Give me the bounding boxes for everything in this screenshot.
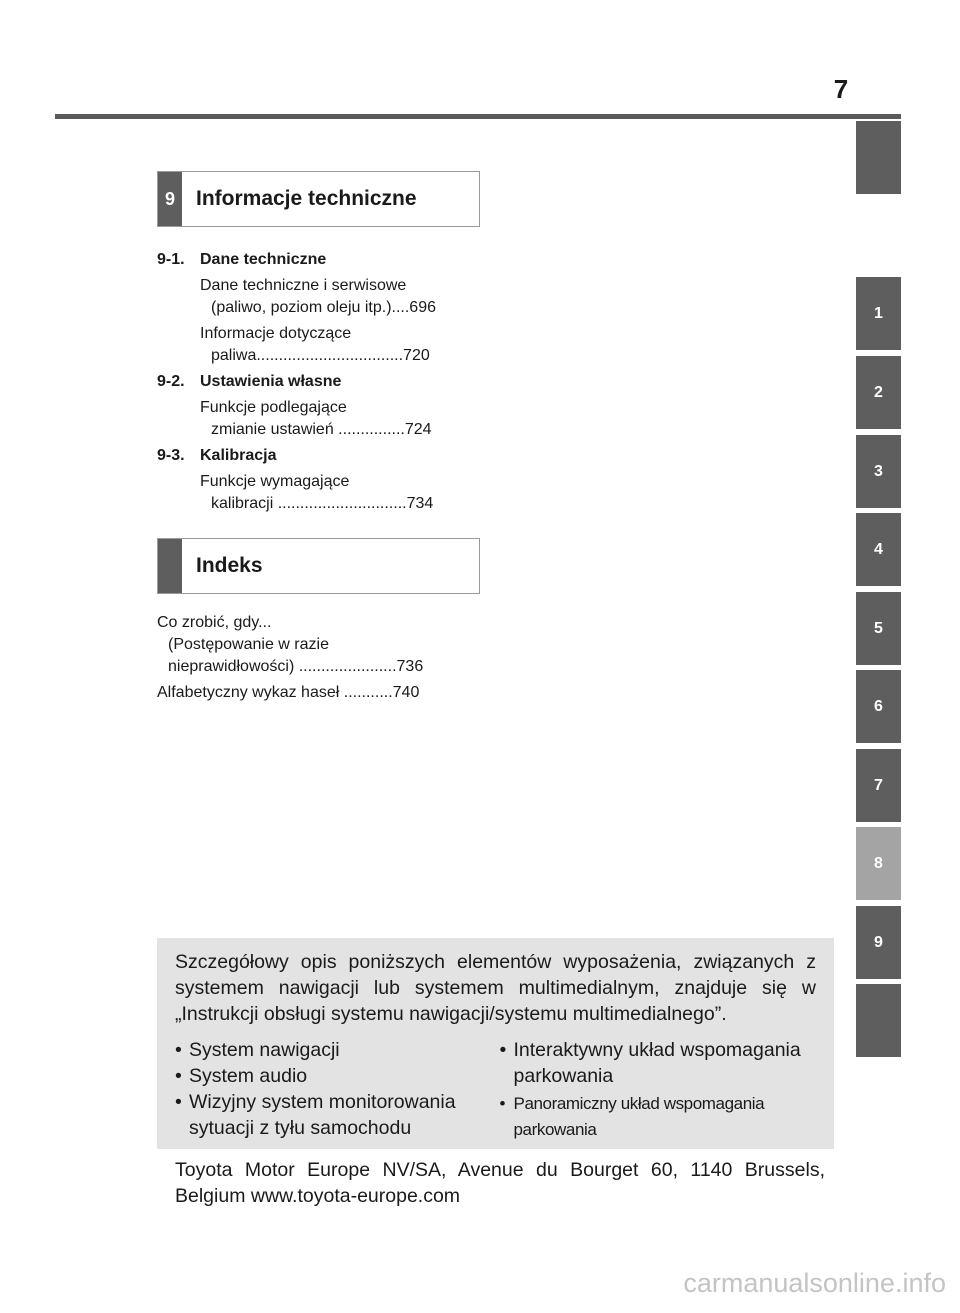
list-item: • Panoramiczny układ wspomagania parkowania bbox=[500, 1091, 817, 1143]
toc-entry[interactable] bbox=[157, 471, 487, 515]
section-number-badge bbox=[158, 539, 182, 593]
section-number-badge: 9 bbox=[158, 172, 182, 226]
section-title: Indeks bbox=[196, 554, 263, 577]
index-entry-line: Alfabetyczny wykaz haseł ...........740 bbox=[157, 684, 420, 701]
toc-entry-line: Funkcje wymagające bbox=[200, 473, 350, 490]
side-tab-blank-top[interactable] bbox=[856, 121, 901, 194]
list-item: • System nawigacji bbox=[175, 1037, 492, 1063]
chapter-title: Dane techniczne bbox=[200, 251, 327, 268]
toc-entry[interactable] bbox=[157, 397, 487, 441]
toc-entry-line: zmianie ustawień ...............724 bbox=[211, 421, 432, 438]
side-tab-blank-bottom[interactable] bbox=[856, 984, 901, 1057]
list-item: • Wizyjny system monitorowania sytuacji z tyłu samochodu bbox=[175, 1089, 489, 1141]
chapter-heading[interactable] bbox=[157, 371, 487, 393]
chapter-title: Kalibracja bbox=[200, 447, 277, 464]
toc-entry-line: (paliwo, poziom oleju itp.)....696 bbox=[211, 299, 436, 316]
index-section-header bbox=[157, 538, 480, 594]
side-tab-1[interactable]: 1 bbox=[856, 277, 901, 350]
feature-list bbox=[175, 1037, 816, 1143]
toc-entry-line: Informacje dotyczące bbox=[200, 325, 352, 342]
side-tab-6[interactable]: 6 bbox=[856, 670, 901, 743]
chapter-number: 9-1. bbox=[157, 251, 185, 268]
watermark: carmanualsonline.info bbox=[683, 1268, 946, 1298]
side-tab-3[interactable]: 3 bbox=[856, 435, 901, 508]
page-number: 7 bbox=[833, 74, 849, 104]
index-entry-line: nieprawidłowości) ......................736 bbox=[168, 658, 424, 675]
toc-entry-line: Dane techniczne i serwisowe bbox=[200, 277, 407, 294]
list-item: • System audio bbox=[175, 1063, 492, 1089]
toc-entry-line: paliwa.................................720 bbox=[211, 347, 430, 364]
side-tab-4[interactable]: 4 bbox=[856, 513, 901, 586]
chapter-heading[interactable] bbox=[157, 445, 487, 467]
index-list bbox=[157, 612, 487, 704]
chapter-number: 9-2. bbox=[157, 373, 185, 390]
table-of-contents bbox=[157, 249, 487, 519]
publisher-address: Toyota Motor Europe NV/SA, Avenue du Bourget 60, 1140 Brussels, Belgium www.toyota-europe.com bbox=[175, 1159, 825, 1207]
index-entry[interactable] bbox=[157, 612, 487, 678]
feature-list-left bbox=[175, 1037, 492, 1143]
side-tab-7[interactable]: 7 bbox=[856, 749, 901, 822]
side-tab-5[interactable]: 5 bbox=[856, 592, 901, 665]
info-paragraph: Szczegółowy opis poniższych elementów wyposażenia, związanych z systemem nawigacji lub systemem multimedialnym, znajduje się w „Instrukcji obsługi systemu nawigacji/systemu multimedialnego”. bbox=[175, 951, 816, 1025]
side-tab-2[interactable]: 2 bbox=[856, 356, 901, 429]
side-tab-9[interactable]: 9 bbox=[856, 906, 901, 979]
feature-list-right bbox=[492, 1037, 817, 1143]
section-9-header bbox=[157, 171, 480, 227]
chapter-heading[interactable] bbox=[157, 249, 487, 271]
header-rule bbox=[55, 114, 901, 119]
toc-entry[interactable] bbox=[157, 323, 487, 367]
toc-entry[interactable] bbox=[157, 275, 487, 319]
chapter-title: Ustawienia własne bbox=[200, 373, 342, 390]
side-tab-8[interactable]: 8 bbox=[856, 827, 901, 900]
section-title: Informacje techniczne bbox=[196, 187, 417, 210]
index-entry-line: Co zrobić, gdy... bbox=[157, 614, 272, 631]
chapter-number: 9-3. bbox=[157, 447, 185, 464]
toc-entry-line: kalibracji .............................734 bbox=[211, 495, 434, 512]
index-entry-line: (Postępowanie w razie bbox=[168, 636, 329, 653]
index-entry[interactable] bbox=[157, 682, 487, 704]
info-box bbox=[157, 938, 834, 1149]
toc-entry-line: Funkcje podlegające bbox=[200, 399, 347, 416]
list-item: • Interaktywny układ wspomagania parkowania bbox=[500, 1037, 817, 1089]
